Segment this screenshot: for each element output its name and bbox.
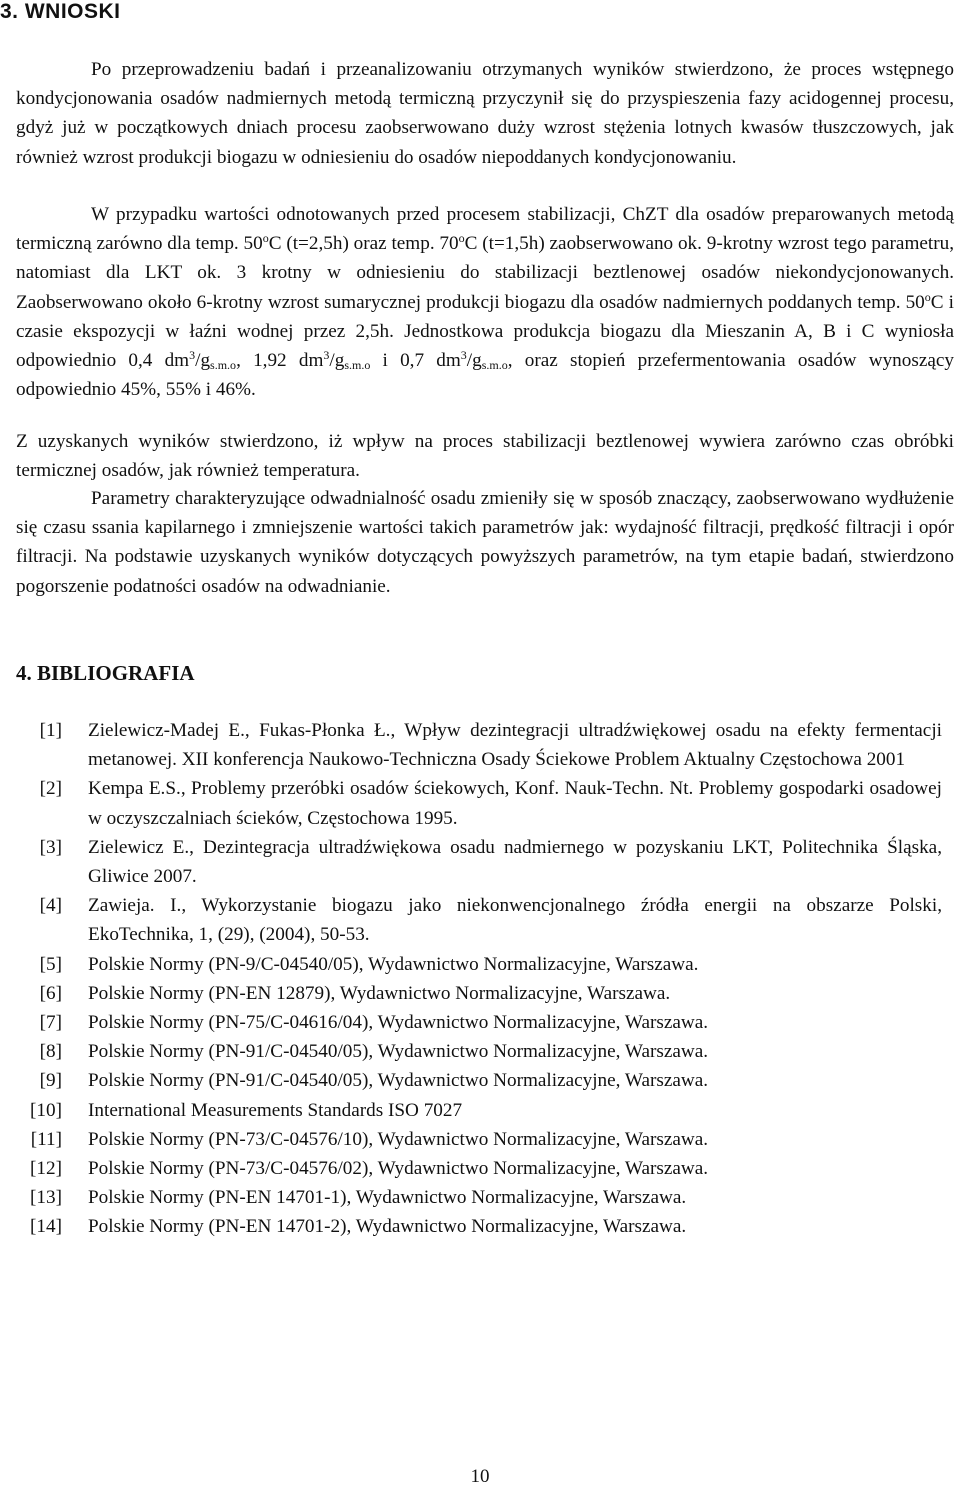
- bibliography-entry-text: International Measurements Standards ISO 7027: [88, 1099, 463, 1121]
- bibliography-entry-text: Zielewicz E., Dezintegracja ultradźwiękowa osadu nadmiernego w pozyskaniu LKT, Politechnika Śląska, Gliwice 2007.: [88, 836, 942, 888]
- paragraph-conclusions-4: Parametry charakteryzujące odwadnialność osadu zmieniły się w sposób znaczący, zaobserwowano wydłużenie się czasu ssania kapilarnego i zmniejszenie wartości takich parametrów jak: wydajność filtracji, prędkość filtracji i opór filtracji. Na podstawie uzyskanych wyników dotyczących powyższych parametrów, na tym etapie badań, stwierdzono pogorszenie podatności osadów na odwadnianie.: [16, 488, 954, 597]
- bibliography-entry-text: Kempa E.S., Problemy przeróbki osadów ściekowych, Konf. Nauk-Techn. Nt. Problemy gospodarki osadowej w oczyszczalniach ścieków, Częstochowa 1995.: [88, 778, 942, 829]
- bibliography-entry-text: Polskie Normy (PN-73/C-04576/10), Wydawnictwo Normalizacyjne, Warszawa.: [88, 1128, 709, 1150]
- bibliography-entry-text: Polskie Normy (PN-EN 14701-2), Wydawnictwo Normalizacyjne, Warszawa.: [88, 1216, 687, 1238]
- bibliography-entry-number: [6]: [39, 982, 62, 1004]
- bibliography-entry-number: [2]: [39, 778, 62, 800]
- bibliography-entry-number: [8]: [39, 1041, 62, 1063]
- bibliography-entry-number: [1]: [39, 720, 62, 741]
- bibliography-entry-text: Zawieja. I., Wykorzystanie biogazu jako niekonwencjonalnego źródła energii na obszarze Polski, EkoTechnika, 1, (29), (2004), 50-53.: [88, 895, 942, 946]
- bibliography-entry-text: Polskie Normy (PN-73/C-04576/02), Wydawnictwo Normalizacyjne, Warszawa.: [88, 1158, 709, 1180]
- bibliography-entry-number: [10]: [30, 1099, 62, 1121]
- bibliography-entry: [0, 716, 960, 774]
- bibliography-entry: [0, 1066, 960, 1095]
- bibliography-entry: [0, 1183, 960, 1212]
- bibliography-entry: [0, 1212, 960, 1241]
- bibliography-entry: [0, 774, 960, 832]
- bibliography-entry: [0, 1037, 960, 1066]
- bibliography-entry-number: [13]: [30, 1187, 62, 1209]
- bibliography-entry: [0, 891, 960, 949]
- bibliography-entry-number: [14]: [30, 1216, 62, 1238]
- bibliography-entry: [0, 1154, 960, 1183]
- bibliography-entry: [0, 1125, 960, 1154]
- bibliography-entry-number: [3]: [39, 836, 62, 858]
- bibliography-entry-number: [12]: [30, 1158, 62, 1180]
- paragraph-conclusions-1: Po przeprowadzeniu badań i przeanalizowaniu otrzymanych wyników stwierdzono, że proces wstępnego kondycjonowania osadów nadmiernych metodą termiczną przyczynił się do przyspieszenia fazy acidogennej procesu, gdyż już w początkowych dniach procesu zaobserwowano duży wzrost stężenia lotnych kwasów tłuszczowych, jak również wzrost produkcji biogazu w odniesieniu do osadów niepoddanych kondycjonowaniu.: [16, 59, 954, 168]
- bibliography-entry-text: Polskie Normy (PN-9/C-04540/05), Wydawnictwo Normalizacyjne, Warszawa.: [88, 953, 699, 975]
- bibliography-entry-text: Polskie Normy (PN-EN 14701-1), Wydawnictwo Normalizacyjne, Warszawa.: [88, 1187, 687, 1209]
- bibliography-entry-text: Polskie Normy (PN-91/C-04540/05), Wydawnictwo Normalizacyjne, Warszawa.: [88, 1041, 709, 1063]
- bibliography-entry-text: Polskie Normy (PN-91/C-04540/05), Wydawnictwo Normalizacyjne, Warszawa.: [88, 1070, 709, 1092]
- bibliography-entry-number: [5]: [39, 953, 62, 975]
- bibliography-entry: [0, 1008, 960, 1037]
- bibliography-entry-number: [7]: [39, 1012, 62, 1034]
- bibliography-entry-number: [11]: [30, 1128, 62, 1150]
- bibliography-entry-text: Polskie Normy (PN-EN 12879), Wydawnictwo Normalizacyjne, Warszawa.: [88, 982, 671, 1004]
- bibliography-entry-text: Zielewicz-Madej E., Fukas-Płonka Ł., Wpływ dezintegracji ultradźwiękowej osadu na efekty fermentacji metanowej. XII konferencja Naukowo-Techniczna Osady Ściekowe Problem Aktualny Częstochowa 2001: [88, 720, 942, 771]
- paragraph-conclusions-2: W przypadku wartości odnotowanych przed procesem stabilizacji, ChZT dla osadów preparowanych metodą termiczną zarówno dla temp. 50$^o$C (t=2,5h) oraz temp. 70$^o$C (t=1,5h) zaobserwowano ok. 9-krotny wzrost tego parametru, natomiast dla LKT ok. 3 krotny w odniesieniu do stabilizacji beztlenowej osadów niekondycjonowanych. Zaobserwowano około 6-krotny wzrost sumarycznej produkcji biogazu dla osadów nadmiernych poddanych temp. 50$^o$C i czasie ekspozycji w łaźni wodnej przez 2,5h. Jednostkowa produkcja biogazu dla Mieszanin A, B i C wyniosła odpowiednio 0,4 $dm^3/g_{s.m.o}$, 1,92 $dm^3/g_{s.m.o}$ i 0,7 $dm^3/g_{s.m.o}$, oraz stopień przefermentowania osadów wynoszący odpowiednio 45%, 55% i 46%.: [16, 204, 954, 401]
- bibliography-list: [0, 716, 960, 1242]
- section-heading-bibliografia: 4. BIBLIOGRAFIA: [16, 661, 195, 685]
- bibliography-entry: [0, 1096, 960, 1125]
- bibliography-entry-number: [4]: [39, 895, 62, 917]
- bibliography-entry: [0, 979, 960, 1008]
- bibliography-entry-text: Polskie Normy (PN-75/C-04616/04), Wydawnictwo Normalizacyjne, Warszawa.: [88, 1012, 709, 1034]
- bibliography-entry: [0, 833, 960, 891]
- page-number: 10: [470, 1466, 490, 1487]
- section-heading-wnioski: 3. WNIOSKI: [0, 0, 121, 23]
- paragraph-conclusions-3: Z uzyskanych wyników stwierdzono, iż wpływ na proces stabilizacji beztlenowej wywiera zarówno czas obróbki termicznej osadów, jak również temperatura.: [16, 431, 954, 482]
- bibliography-entry: [0, 950, 960, 979]
- bibliography-entry-number: [9]: [39, 1070, 62, 1092]
